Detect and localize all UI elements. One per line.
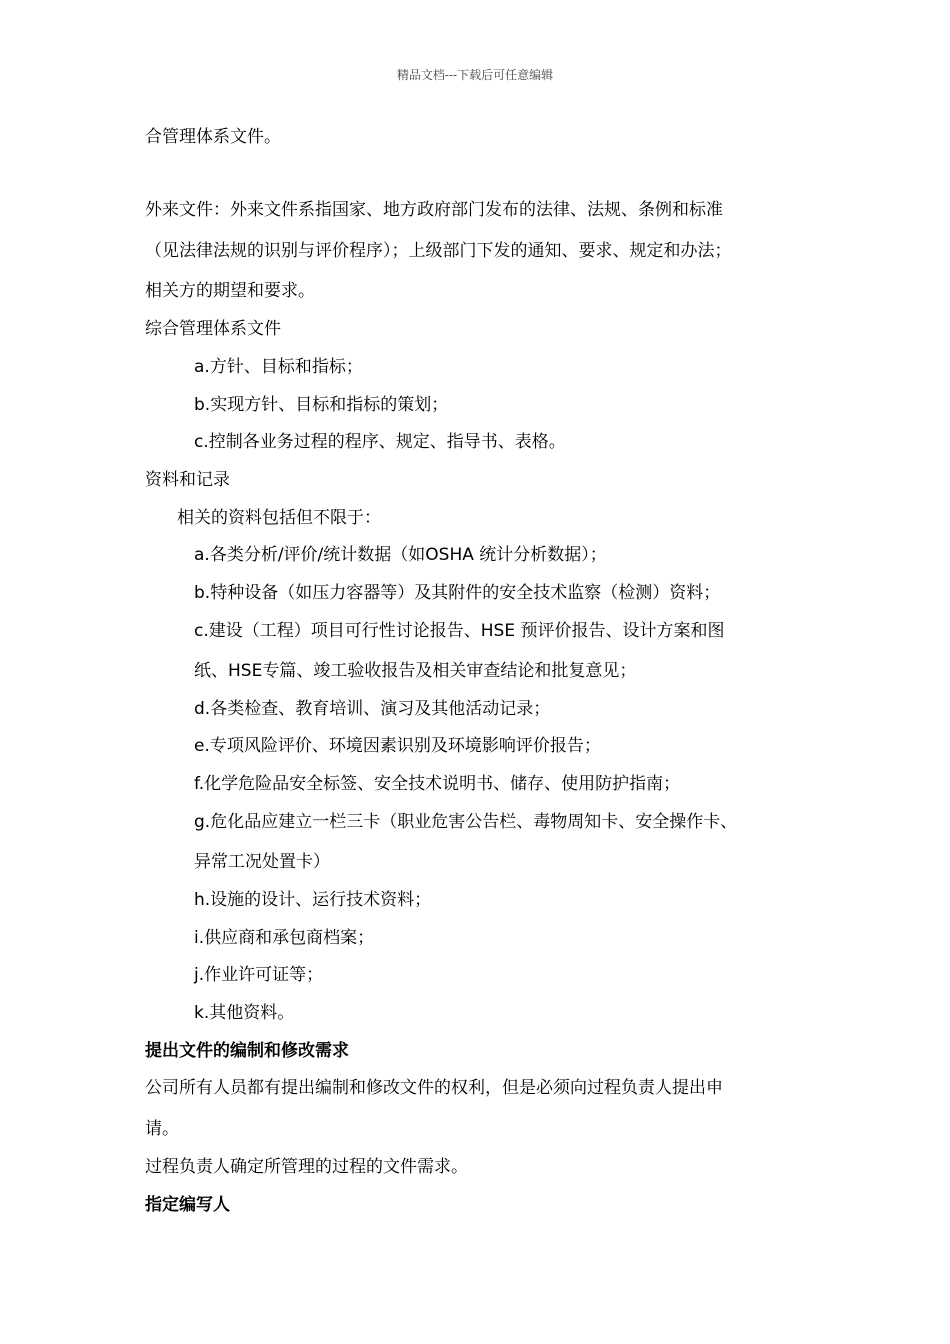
list-item: i.供应商和承包商档案； <box>194 928 375 948</box>
list-item: f.化学危险品安全标签、安全技术说明书、储存、使用防护指南； <box>194 774 681 794</box>
list-item: a.各类分析/评价/统计数据（如OSHA 统计分析数据）； <box>194 545 607 565</box>
paragraph-line: 外来文件：外来文件系指国家、地方政府部门发布的法律、法规、条例和标准 <box>145 200 723 220</box>
paragraph-line: 过程负责人确定所管理的过程的文件需求。 <box>145 1157 468 1177</box>
list-item: h.设施的设计、运行技术资料； <box>194 890 432 910</box>
page-header: 精品文档---下载后可任意编辑 <box>396 68 554 82</box>
paragraph-line: 相关的资料包括但不限于： <box>177 508 381 528</box>
paragraph-line: 请。 <box>145 1119 179 1139</box>
list-item: k.其他资料。 <box>194 1003 295 1023</box>
list-item: a.方针、目标和指标； <box>194 357 363 377</box>
list-item: j.作业许可证等； <box>194 965 324 985</box>
section-heading: 资料和记录 <box>145 470 230 490</box>
list-item: d.各类检查、教育培训、演习及其他活动记录； <box>194 699 551 719</box>
list-item: g.危化品应建立一栏三卡（职业危害公告栏、毒物周知卡、安全操作卡、 <box>194 812 738 832</box>
list-item: b.实现方针、目标和指标的策划； <box>194 395 449 415</box>
section-heading: 综合管理体系文件 <box>145 319 281 339</box>
paragraph-line: （见法律法规的识别与评价程序）；上级部门下发的通知、要求、规定和办法； <box>145 241 732 261</box>
list-item: c.控制各业务过程的程序、规定、指导书、表格。 <box>194 432 566 452</box>
list-item: e.专项风险评价、环境因素识别及环境影响评价报告； <box>194 736 601 756</box>
section-heading: 提出文件的编制和修改需求 <box>145 1041 349 1061</box>
list-item: b.特种设备（如压力容器等）及其附件的安全技术监察（检测）资料； <box>194 583 721 603</box>
paragraph-line: 公司所有人员都有提出编制和修改文件的权利，但是必须向过程负责人提出申 <box>145 1078 723 1098</box>
list-item: c.建设（工程）项目可行性讨论报告、HSE 预评价报告、设计方案和图 <box>194 621 725 641</box>
section-heading: 指定编写人 <box>145 1195 230 1215</box>
paragraph-line: 合管理体系文件。 <box>145 127 281 147</box>
list-item: 纸、HSE专篇、竣工验收报告及相关审查结论和批复意见； <box>194 661 637 681</box>
list-item: 异常工况处置卡） <box>194 852 330 872</box>
paragraph-line: 相关方的期望和要求。 <box>145 281 315 301</box>
